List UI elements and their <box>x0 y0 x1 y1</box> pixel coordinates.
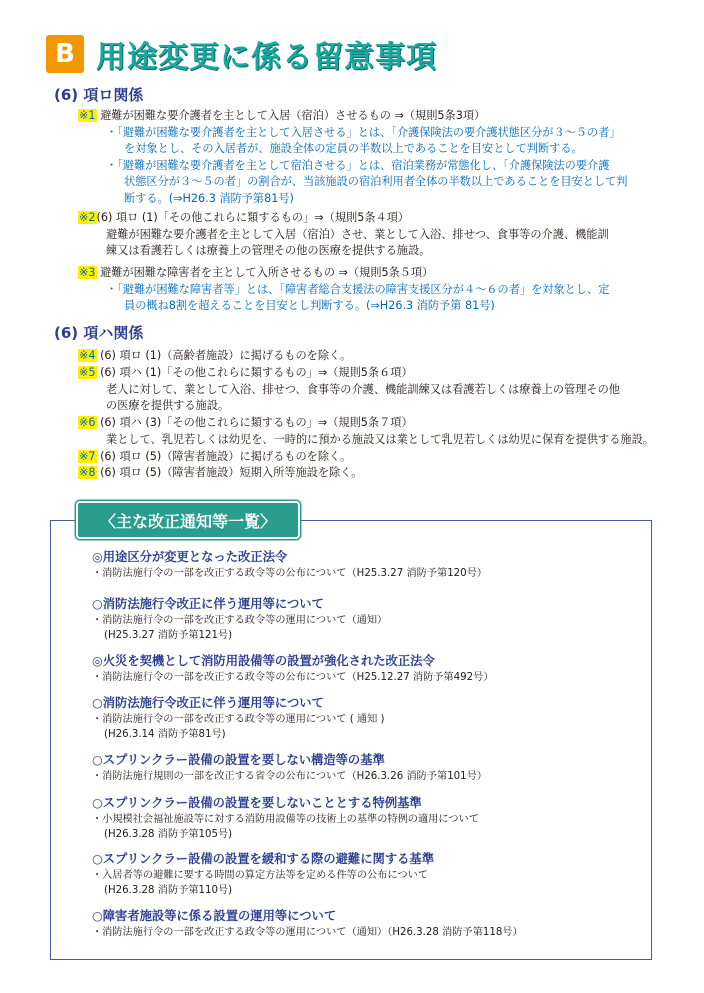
note-1 <box>78 108 652 207</box>
note-mark: ※8 <box>79 466 96 479</box>
notice-detail: ・消防法施行令の一部を改正する政令等の公布について（H25.12.27 消防予第492号） <box>92 672 494 683</box>
note-3 <box>78 265 652 315</box>
note-bullet-cont: を対象とし、その入居者が、施設全体の定員の半数以上であることを目安として判断する。 <box>124 142 583 155</box>
note-6 <box>78 415 652 448</box>
section-badge: B <box>46 35 84 73</box>
note-bullet: ・「避難が困難な要介護者を主として入居させる」とは、「介護保険法の要介護状態区分が３～５の者」 <box>106 125 621 139</box>
note-mark: ※2 <box>79 211 96 224</box>
notice-detail: ・入居者等の避難に要する時間の算定方法等を定める件等の公布について <box>92 870 428 881</box>
note-detail: 避難が困難な要介護者を主として入居（宿泊）させ、業として入浴、排せつ、食事等の介護、機能訓 <box>106 227 609 241</box>
note-7 <box>78 449 652 466</box>
note-text: (6) 項ロ (5)（障害者施設）に掲げるものを除く。 <box>100 450 352 463</box>
note-mark: ※6 <box>79 416 96 429</box>
notice-heading: ○スプリンクラー設備の設置を要しない構造等の基準 <box>92 753 385 767</box>
notice-heading: ○スプリンクラー設備の設置を緩和する際の避難に関する基準 <box>92 852 435 866</box>
note-mark: ※5 <box>79 366 96 379</box>
note-mark: ※1 <box>79 109 96 122</box>
note-text: (6) 項ハ (1)「その他これらに類するもの」⇒（規則5条６項） <box>100 366 413 379</box>
notice-item <box>92 653 632 685</box>
note-text: 避難が困難な要介護者を主として入居（宿泊）させるもの ⇒（規則5条3項） <box>100 109 486 122</box>
note-mark: ※7 <box>79 450 96 463</box>
note-8 <box>78 465 652 482</box>
notice-item <box>92 795 632 842</box>
note-text: (6) 項ロ (5)（障害者施設）短期入所等施設を除く。 <box>100 466 363 479</box>
notice-detail-ref: (H26.3.28 消防予第105号) <box>104 829 233 840</box>
page-title: 用途変更に係る留意事項 <box>96 40 437 75</box>
note-2 <box>78 210 652 260</box>
notice-heading: ○障害者施設等に係る設置の運用等について <box>92 909 337 923</box>
note-mark: ※4 <box>79 349 96 362</box>
note-detail: 業として、乳児若しくは幼児を、一時的に預かる施設又は業として乳児若しくは幼児に保育を提供する施設。 <box>106 432 654 446</box>
note-text: (6) 項ハ (3)「その他これらに類するもの」⇒（規則5条７項） <box>100 416 413 429</box>
notice-detail-ref: (H25.3.27 消防予第121号) <box>104 630 233 641</box>
notice-detail: ・小規模社会福祉施設等に対する消防用設備等の技術上の基準の特例の適用について <box>92 814 479 825</box>
notice-heading: ◎用途区分が変更となった改正法令 <box>92 550 288 564</box>
notices-title: 〈主な改正通知等一覧〉 <box>76 501 300 539</box>
notice-detail: ・消防法施行令の一部を改正する政令等の運用について ( 通知 ) <box>92 714 385 725</box>
note-detail: 老人に対して、業として入浴、排せつ、食事等の介護、機能訓練又は看護若しくは療養上の管理その他 <box>106 382 620 396</box>
note-5 <box>78 365 652 415</box>
notice-detail-ref: (H26.3.28 消防予第110号) <box>104 885 233 896</box>
notice-item <box>92 752 632 784</box>
note-text: (6) 項ロ (1)「その他これらに類するもの」⇒（規則5条４項） <box>96 211 410 224</box>
note-text: 避難が困難な障害者を主として入所させるもの ⇒（規則5条５項） <box>100 266 434 279</box>
notice-detail: ・消防法施行規則の一部を改正する省令の公布について（H26.3.26 消防予第101号） <box>92 771 488 782</box>
page-header <box>46 34 437 74</box>
note-bullet-cont: 員の概ね8割を超えることを目安とし判断する。(⇒H26.3 消防予第 81号) <box>124 299 495 312</box>
notice-item <box>92 695 632 742</box>
notice-item <box>92 851 632 898</box>
notice-item <box>92 908 632 940</box>
note-bullet: ・「避難が困難な障害者等」とは、「障害者総合支援法の障害支援区分が４～６の者」を対象とし、定 <box>106 282 610 296</box>
note-detail: 練又は看護若しくは療養上の管理その他の医療を提供する施設。 <box>106 244 431 257</box>
notice-heading: ○スプリンクラー設備の設置を要しないこととする特例基準 <box>92 796 422 810</box>
note-text: (6) 項ロ (1)（高齢者施設）に掲げるものを除く。 <box>100 349 352 362</box>
notice-detail-ref: (H26.3.14 消防予第81号) <box>104 729 226 740</box>
note-detail: の医療を提供する施設。 <box>106 399 230 412</box>
notice-detail: ・消防法施行令の一部を改正する政令等の公布について（H25.3.27 消防予第120号） <box>92 568 488 579</box>
note-bullet-cont: 状態区分が３～５の者」の割合が、当該施設の宿泊利用者全体の半数以上であることを目安として判 <box>124 175 628 188</box>
notice-detail: ・消防法施行令の一部を改正する政令等の運用について（通知） <box>92 615 388 626</box>
notice-item <box>92 596 632 643</box>
notice-heading: ○消防法施行令改正に伴う運用等について <box>92 696 324 710</box>
note-mark: ※3 <box>79 266 96 279</box>
notice-item <box>92 549 632 581</box>
note-4 <box>78 348 652 365</box>
notice-heading: ◎火災を契機として消防用設備等の設置が強化された改正法令 <box>92 654 435 668</box>
section-heading-ro: (6) 項ロ関係 <box>54 86 144 104</box>
section-heading-ha: (6) 項ハ関係 <box>54 324 144 342</box>
notice-heading: ○消防法施行令改正に伴う運用等について <box>92 597 324 611</box>
note-bullet: ・「避難が困難な要介護者を主として宿泊させる」とは、宿泊業務が常態化し、「介護保険法の要介護 <box>106 158 610 172</box>
note-bullet-cont: 断する。(⇒H26.3 消防予第81号) <box>124 191 294 205</box>
notice-detail: ・消防法施行令の一部を改正する政令等の運用について（通知）（H26.3.28 消防予第118号） <box>92 927 523 938</box>
